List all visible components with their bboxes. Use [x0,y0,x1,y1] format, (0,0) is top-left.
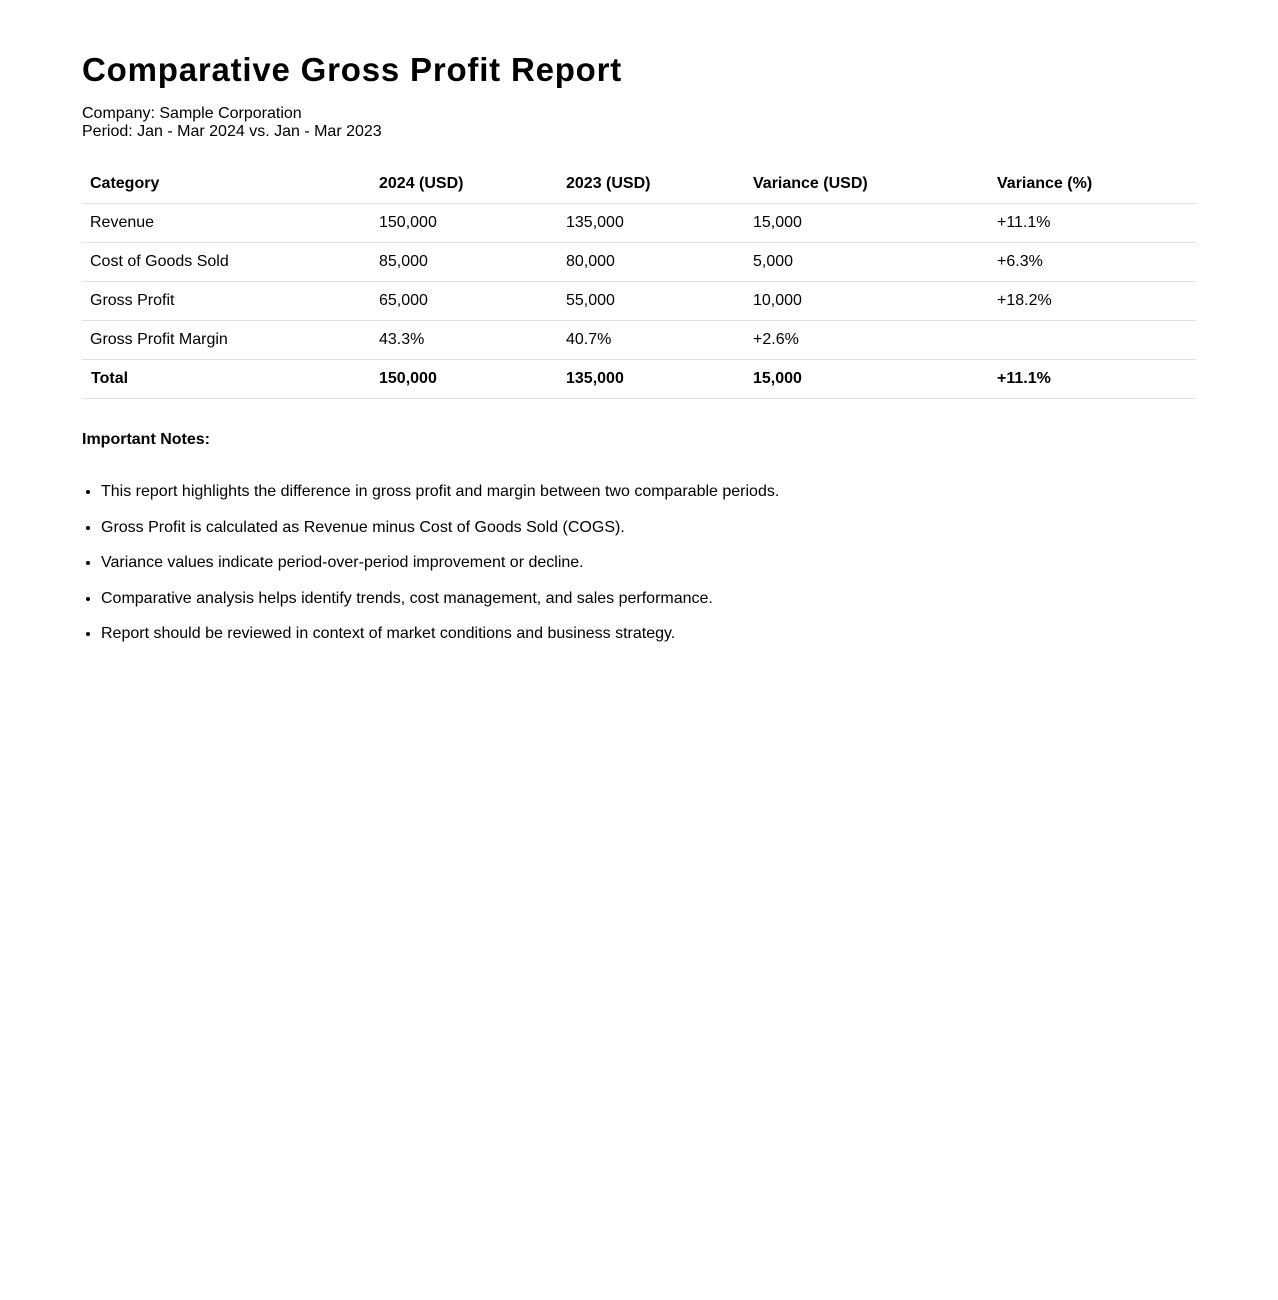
list-item: • Gross Profit is calculated as Revenue minus Cost of Goods Sold (COGS). [101,519,1196,537]
cell-category: Gross Profit [82,282,371,321]
cell-variance-pct: +18.2% [989,282,1196,321]
table-row [82,243,1196,282]
cell-2023: 80,000 [558,243,745,282]
total-2024: 150,000 [371,360,558,399]
report-title: Comparative Gross Profit Report [82,51,623,88]
cell-variance-pct [989,321,1196,360]
table-row [82,282,1196,321]
cell-2024: 65,000 [371,282,558,321]
header-2024: 2024 (USD) [371,165,558,204]
total-variance-usd: 15,000 [745,360,989,399]
cell-2024: 43.3% [371,321,558,360]
list-item: • Variance values indicate period-over-period improvement or decline. [101,554,1196,572]
table-row [82,204,1196,243]
notes-list [82,483,1196,643]
cell-variance-usd: 5,000 [745,243,989,282]
table-row [82,321,1196,360]
list-item: • Report should be reviewed in context of market conditions and business strategy. [101,625,1196,643]
cell-category: Gross Profit Margin [82,321,371,360]
cell-2023: 55,000 [558,282,745,321]
cell-2024: 150,000 [371,204,558,243]
total-variance-pct: +11.1% [989,360,1196,399]
total-label: Total [82,360,371,399]
cell-variance-pct: +11.1% [989,204,1196,243]
list-item: • Comparative analysis helps identify trends, cost management, and sales performance. [101,590,1196,608]
header-2023: 2023 (USD) [558,165,745,204]
cell-category: Cost of Goods Sold [82,243,371,282]
cell-2023: 40.7% [558,321,745,360]
cell-variance-usd: 10,000 [745,282,989,321]
total-2023: 135,000 [558,360,745,399]
list-item: • This report highlights the difference in gross profit and margin between two comparable periods. [101,483,1196,501]
header-category: Category [82,165,371,204]
header-variance-pct: Variance (%) [989,165,1196,204]
cell-2024: 85,000 [371,243,558,282]
report-page [0,0,1278,643]
cell-category: Revenue [82,204,371,243]
cell-variance-usd: 15,000 [745,204,989,243]
company-line: Company: Sample Corporation [82,105,302,122]
period-line: Period: Jan - Mar 2024 vs. Jan - Mar 2023 [82,123,382,140]
gross-profit-table [82,165,1196,399]
notes-heading: Important Notes: [82,431,210,448]
cell-2023: 135,000 [558,204,745,243]
header-variance-usd: Variance (USD) [745,165,989,204]
table-header-row [82,165,1196,204]
cell-variance-pct: +6.3% [989,243,1196,282]
report-meta [82,105,1196,141]
table-total-row [82,360,1196,399]
cell-variance-usd: +2.6% [745,321,989,360]
